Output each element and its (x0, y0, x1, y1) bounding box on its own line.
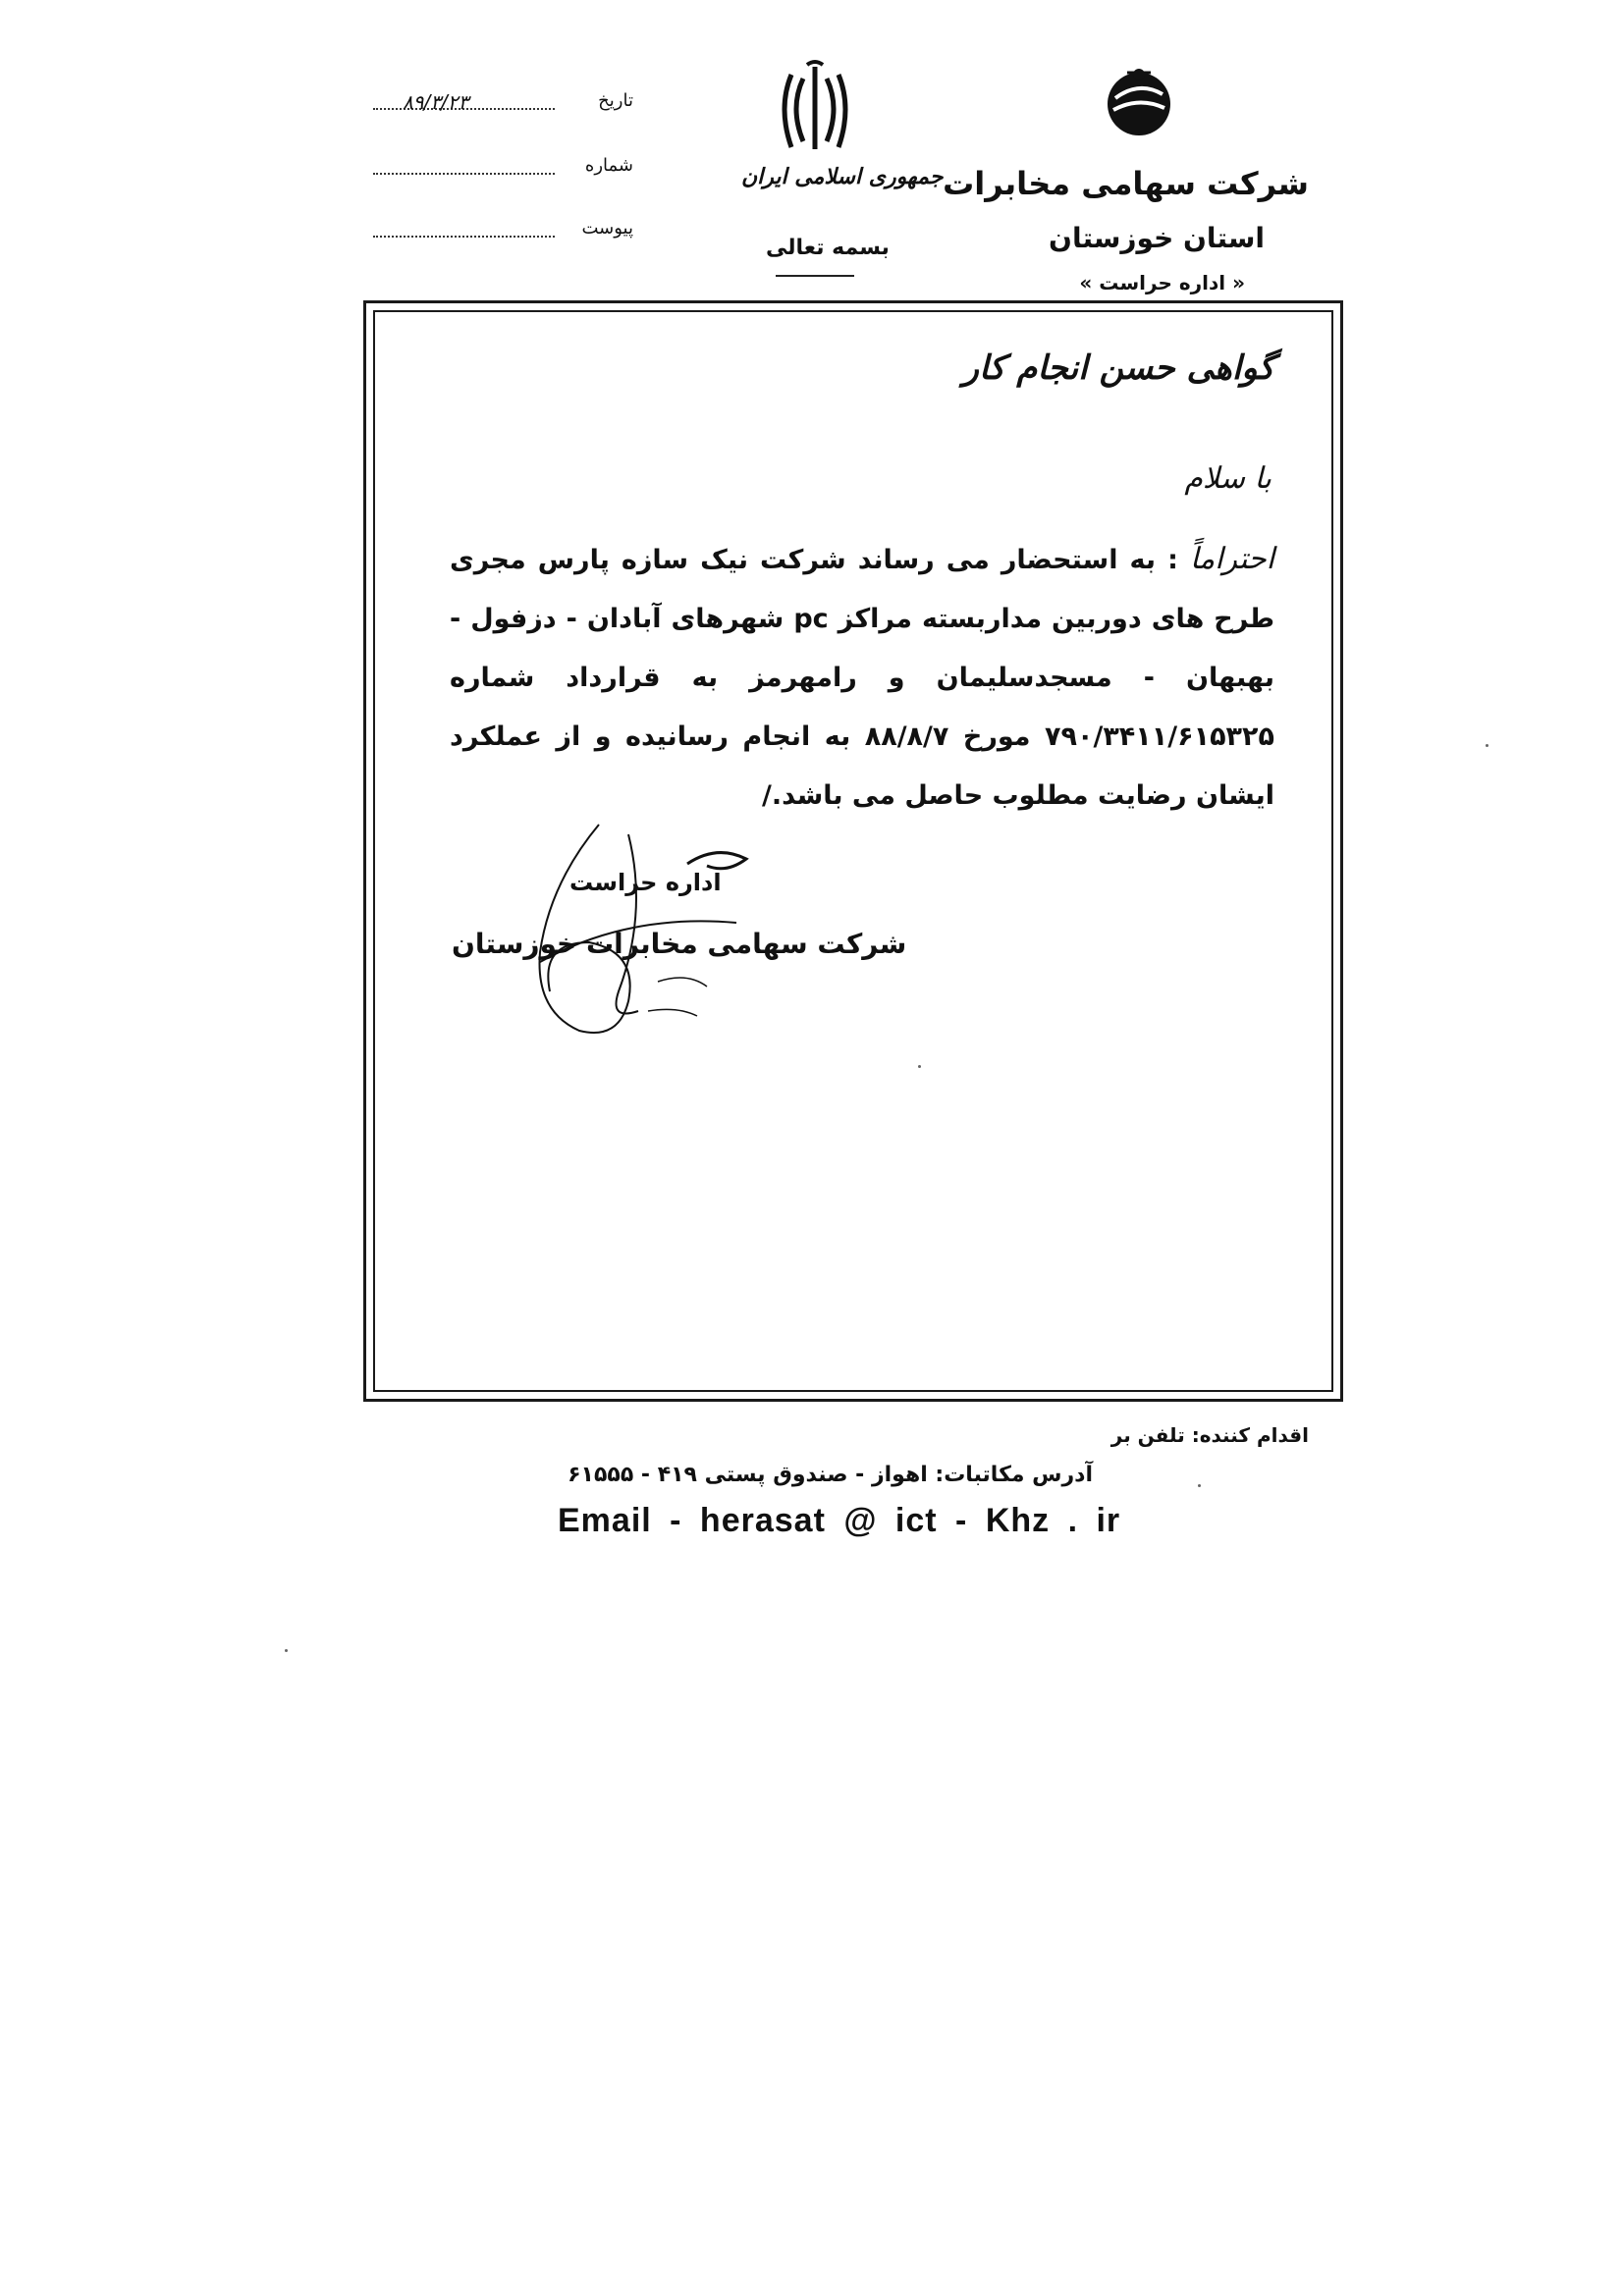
scan-speck (918, 1065, 921, 1068)
company-name: شرکت سهامی مخابرات (943, 165, 1309, 202)
action-by: اقدام کننده: تلفن بر (1110, 1423, 1309, 1447)
iran-emblem-icon (776, 59, 854, 157)
republic-name: جمهوری اسلامی ایران (741, 165, 944, 189)
number-dotted-line (373, 173, 555, 175)
scan-speck (1198, 1484, 1201, 1487)
signatory-role: اداره حراست (569, 869, 722, 896)
date-value: ۸۹/۳/۲۳ (403, 90, 469, 114)
company-logo-icon (1098, 61, 1180, 143)
bismillah-underline (776, 275, 854, 277)
number-field (373, 155, 633, 190)
department-name: « اداره حراست » (1079, 271, 1245, 294)
scan-speck (1486, 744, 1488, 747)
bismillah: بسمه تعالی (766, 236, 890, 260)
certificate-title: گواهی حسن انجام کار (962, 348, 1274, 388)
email-address: Email - herasat @ ict - Khz . ir (558, 1502, 1121, 1539)
attachment-field (373, 218, 633, 253)
number-label: شماره (584, 155, 633, 176)
signatory-company: شرکت سهامی مخابرات خوزستان (452, 928, 907, 960)
date-field (373, 90, 633, 126)
scan-speck (285, 1649, 288, 1652)
body-lead: احتراماً (1189, 542, 1275, 576)
attachment-label: پیوست (581, 218, 633, 239)
salutation: با سلام (1184, 461, 1271, 496)
postal-address: آدرس مکاتبات: اهواز - صندوق پستی ۴۱۹ - ۶۱۵۵۵ (568, 1463, 1093, 1487)
body-text: : به استحضار می رساند شرکت نیک سازه پارس مجری طرح های دوربین مداربسته مراکز pc شهرهای آبادان - دزفول - بهبهان - مسجدسلیمان و رامهرمز به قرارداد شماره ۷۹۰/۳۴۱۱/۶۱۵۳۲۵ مورخ ۸۸/۸/۷ به انجام رسانیده و از عملکرد ایشان رضایت مطلوب حاصل می باشد./ (450, 545, 1274, 811)
date-label: تاریخ (598, 90, 633, 111)
province-name: استان خوزستان (1049, 222, 1265, 254)
letter-body (450, 530, 1274, 826)
attachment-dotted-line (373, 236, 555, 238)
